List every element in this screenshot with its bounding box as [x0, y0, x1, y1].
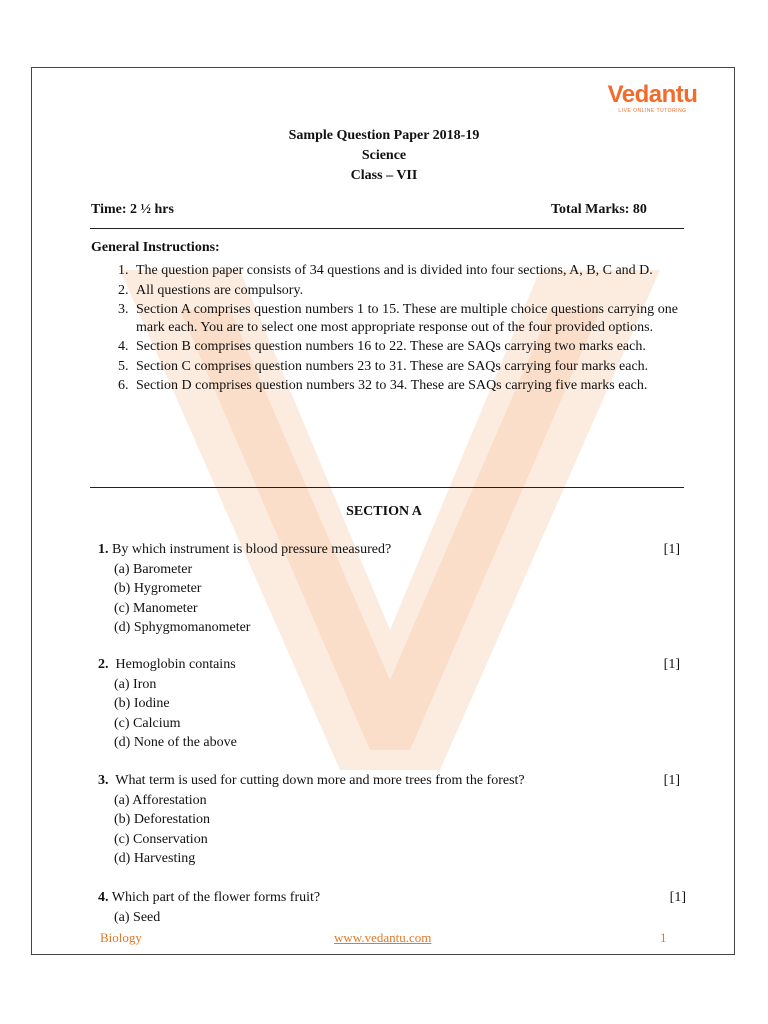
option: (d) Harvesting — [114, 850, 196, 866]
option: (a) Seed — [114, 910, 161, 925]
question-marks: [1] — [669, 890, 686, 905]
question-stem: 4. Which part of the flower forms fruit? [1] — [98, 888, 686, 908]
question-stem: 2. Hemoglobin contains [1] — [98, 655, 680, 675]
instructions-title: General Instructions: — [91, 240, 220, 255]
question-marks: [1] — [663, 657, 680, 672]
divider-top — [90, 228, 684, 229]
instruction-item: 6. Section D comprises question numbers 32 to 34. These are SAQs carrying five marks each. — [118, 378, 648, 393]
option: (b) Iodine — [114, 696, 170, 712]
options-list — [98, 791, 680, 868]
question-4 — [98, 888, 686, 927]
instructions-list — [118, 262, 678, 397]
footer-website-link[interactable]: www.vedantu.com — [334, 930, 432, 945]
total-marks: Total Marks: 80 — [551, 202, 647, 217]
instruction-item: 5. Section C comprises question numbers 23 to 31. These are SAQs carrying four marks each. — [118, 358, 649, 374]
vedantu-logo — [605, 82, 700, 114]
option: (a) Afforestation — [114, 793, 207, 808]
logo-tagline: LIVE ONLINE TUTORING — [618, 108, 687, 114]
instruction-item: 2. All questions are compulsory. — [118, 282, 304, 298]
instruction-item: 4. Section B comprises question numbers 16 to 22. These are SAQs carrying two marks each. — [118, 339, 646, 354]
option: (d) None of the above — [114, 734, 237, 750]
footer-subject: Biology — [100, 930, 142, 945]
paper-class: Class – VII — [350, 168, 418, 183]
options-list — [98, 908, 686, 927]
option: (d) Sphygmomanometer — [114, 619, 251, 635]
footer-page-number: 1 — [660, 930, 667, 945]
options-list — [98, 560, 680, 637]
question-stem: 1. By which instrument is blood pressure measured? [1] — [98, 540, 680, 560]
option: (b) Deforestation — [114, 812, 211, 828]
paper-title: Sample Question Paper 2018-19 — [288, 128, 480, 143]
instruction-item: 3. Section A comprises question numbers 1 to 15. These are multiple choice questions carrying one mark each. You are to select one most appropriate response out of the four provided options. — [118, 302, 678, 335]
question-stem: 3. What term is used for cutting down more and more trees from the forest? [1] — [98, 771, 680, 791]
option: (c) Manometer — [114, 600, 198, 616]
option: (b) Hygrometer — [114, 581, 202, 597]
divider-section — [90, 487, 684, 488]
option: (a) Iron — [114, 677, 157, 692]
option: (a) Barometer — [114, 562, 193, 577]
logo-wordmark: Vedantu — [607, 81, 698, 108]
question-marks: [1] — [663, 773, 680, 788]
question-1 — [98, 540, 680, 637]
instruction-item: 1. The question paper consists of 34 questions and is divided into four sections, A, B, C and D. — [118, 263, 653, 278]
option: (c) Calcium — [114, 715, 181, 731]
paper-subject: Science — [361, 148, 407, 163]
section-title: SECTION A — [346, 504, 422, 519]
options-list — [98, 675, 680, 752]
time-allowed: Time: 2 ½ hrs — [91, 202, 174, 217]
option: (c) Conservation — [114, 831, 208, 847]
question-2 — [98, 655, 680, 752]
question-marks: [1] — [663, 542, 680, 557]
question-3 — [98, 771, 680, 868]
